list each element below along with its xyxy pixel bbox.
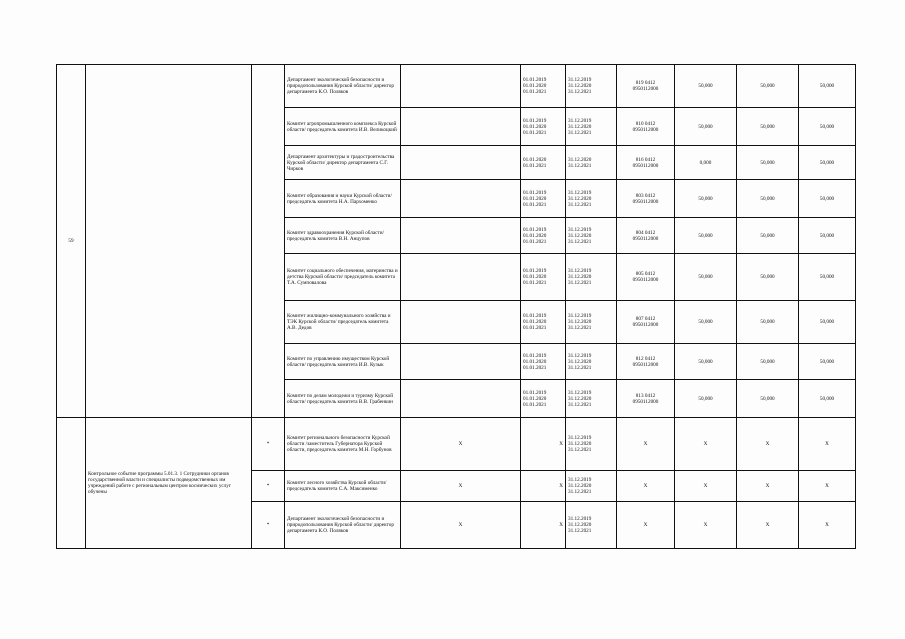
blank-cell [401,146,521,180]
end-date: 31.12.2021 [568,489,592,495]
amount-value: 50,000 [698,319,713,325]
x-cell [401,471,521,502]
amount-value: 50,000 [760,358,775,365]
end-date: 31.12.2020 [568,358,592,365]
description-cell [86,65,252,418]
end-date: 31.12.2019 [568,435,592,441]
budget-code: 812 0412 [635,355,656,362]
amount-value: 50,000 [698,195,713,202]
budget-code: 816 0412 [635,156,656,163]
x-cell [675,502,737,549]
amount-cell [799,146,856,180]
start-date: 01.01.2020 [523,195,547,202]
budget-code-cell [617,146,675,180]
end-date: 31.12.2020 [568,319,592,325]
mark-cell [252,418,285,471]
start-date: 01.01.2019 [523,313,547,319]
start-date: 01.01.2020 [523,156,547,163]
start-date: 01.01.2021 [523,401,547,408]
table-row [57,418,856,471]
amount-cell [675,218,737,254]
executor-cell [285,471,401,502]
executor-cell [285,301,401,344]
end-date: 31.12.2020 [568,441,592,447]
start-date: 01.01.2021 [523,238,547,245]
blank-cell [401,254,521,301]
x-cell [799,418,856,471]
amount-cell [799,344,856,380]
end-date-cell [566,218,617,254]
amount-cell [675,180,737,218]
mark-cell [252,502,285,549]
amount-value: 50,000 [819,123,835,130]
start-date-cell [521,254,566,301]
end-date: 31.12.2019 [568,313,592,319]
executor-cell [285,108,401,146]
budget-code: 0950112000 [632,361,659,368]
x-mark: X [458,441,463,447]
start-date: 01.01.2021 [523,280,547,286]
end-date: 31.12.2021 [568,89,592,95]
budget-code-cell [617,380,675,418]
x-cell [799,471,856,502]
x-cell [401,502,521,549]
start-date: 01.01.2020 [523,123,547,130]
start-date: 01.01.2020 [523,232,547,239]
start-date-cell [521,344,566,380]
budget-code: 813 0412 [635,392,656,399]
mark-symbol: * [266,522,270,528]
amount-cell [675,108,737,146]
end-date-cell [566,146,617,180]
end-date: 31.12.2021 [568,280,592,286]
x-mark: X [643,522,648,528]
amount-cell [799,218,856,254]
x-cell [617,471,675,502]
start-date-cell [521,218,566,254]
executor-cell [285,380,401,418]
amount-cell [737,380,799,418]
x-cell [675,471,737,502]
amount-value: 0,000 [699,159,712,166]
table-body [57,65,856,549]
blank-cell [401,180,521,218]
amount-value: 50,000 [819,83,835,89]
amount-value: 50,000 [819,195,835,202]
amount-value: 50,000 [819,274,835,280]
budget-code: 0950112000 [632,398,659,405]
amount-cell [675,65,737,108]
end-date-cell [566,65,617,108]
end-date: 31.12.2020 [568,483,592,489]
x-cell [521,471,566,502]
mark-cell [252,471,285,502]
end-date: 31.12.2021 [568,447,592,453]
end-date-cell [566,180,617,218]
x-mark: X [559,522,563,528]
x-mark: X [703,522,708,528]
x-mark: X [765,522,770,528]
executor-text: Комитет образования и науки Курской области/ председатель комитета Н.А. Пархоменко [287,192,392,205]
end-date: 31.12.2019 [568,117,592,124]
x-cell [521,418,566,471]
amount-value: 50,000 [760,195,775,202]
budget-code: 804 0412 [635,229,656,236]
amount-value: 50,000 [698,358,713,365]
start-date-cell [521,108,566,146]
x-mark: X [825,522,829,528]
amount-value: 50,000 [698,232,713,239]
x-mark: X [559,483,563,489]
x-mark: X [825,441,829,447]
end-date: 31.12.2019 [568,389,592,396]
end-date: 31.12.2020 [568,156,592,163]
executor-text: Комитет здравоохранения Курской области/ председатель комитета В.Н. Анцупов [287,229,384,242]
amount-cell [737,146,799,180]
blank-cell [401,218,521,254]
end-date: 31.12.2021 [568,401,592,408]
end-date: 31.12.2021 [568,364,592,371]
start-date: 01.01.2019 [523,226,547,233]
end-date: 31.12.2020 [568,274,592,280]
amount-cell [799,108,856,146]
amount-cell [737,254,799,301]
end-date: 31.12.2020 [568,195,592,202]
amount-value: 50,000 [760,232,775,239]
executor-text: Комитет по делам молодежи и туризму Курской области/ председатель комитета В.В. Грабенкин [287,392,393,405]
budget-code: 0950112000 [632,198,659,205]
budget-code-cell [617,180,675,218]
executor-cell [285,180,401,218]
start-date: 01.01.2020 [523,83,547,89]
start-date: 01.01.2021 [523,89,547,95]
amount-value: 50,000 [819,358,835,365]
x-cell [675,418,737,471]
budget-code-cell [617,344,675,380]
amount-cell [675,254,737,301]
blank-cell [401,301,521,344]
amount-cell [737,108,799,146]
budget-code-cell [617,108,675,146]
end-date: 31.12.2021 [568,129,592,136]
executor-text: Комитет агропромышленного комплекса Курской области/ председатель комитета И.В. Великоцкий [287,120,397,133]
end-date: 31.12.2019 [568,189,592,196]
budget-code-cell [617,254,675,301]
row-number-cell [57,418,86,549]
executor-text: Комитет жилищно-коммунального хозяйства и ТЭК Курской области/ председатель комитета А.В. Дедов [287,313,391,331]
amount-cell [799,254,856,301]
blank-cell [401,344,521,380]
start-date: 01.01.2021 [523,364,547,371]
executor-cell [285,146,401,180]
amount-cell [675,380,737,418]
mark-symbol: * [266,441,270,447]
start-date: 01.01.2019 [523,352,547,359]
executor-cell [285,65,401,108]
start-date: 01.01.2020 [523,274,547,280]
end-date: 31.12.2020 [568,522,592,528]
end-date: 31.12.2019 [568,477,592,483]
start-date: 01.01.2019 [523,117,547,124]
row-number: 59 [68,238,74,244]
end-date: 31.12.2021 [568,201,592,208]
start-date-cell [521,301,566,344]
end-date: 31.12.2021 [568,238,592,245]
blank-cell [401,380,521,418]
end-date-cell [566,301,617,344]
x-cell [737,418,799,471]
start-date-cell [521,146,566,180]
budget-code: 805 0412 [635,271,656,277]
amount-value: 50,000 [819,319,835,325]
budget-code: 0950112000 [632,322,659,328]
executor-cell [285,254,401,301]
end-date: 31.12.2020 [568,395,592,402]
amount-value: 50,000 [698,274,713,280]
executor-text: Департамент экологической безопасности и природопользования Курской области/ директор департамента К.О. Поляков [287,516,394,534]
end-date: 31.12.2020 [568,83,592,89]
end-date-cell [566,471,617,502]
budget-code: 819 0412 [635,80,656,86]
executor-cell [285,502,401,549]
x-cell [617,418,675,471]
amount-value: 50,000 [760,123,775,130]
start-date: 01.01.2019 [523,389,547,396]
executor-text: Комитет по управлению имуществом Курской области/ председатель комитета И.В. Кузык [287,355,390,368]
amount-cell [675,301,737,344]
amount-value: 50,000 [819,232,835,239]
x-mark: X [458,522,463,528]
mark-cell [252,65,285,418]
amount-value: 50,000 [819,395,835,402]
start-date-cell [521,65,566,108]
amount-cell [737,180,799,218]
start-date: 01.01.2019 [523,189,547,196]
x-mark: X [703,483,708,489]
end-date: 31.12.2021 [568,528,592,534]
executor-text: Комитет социального обеспечения, материнства и детства Курской области/ председатель комитета Т.А. Сумповалова [287,268,398,286]
executor-text: Комитет лесного хозяйства Курской области/председатель комитета С.А. Максименко [287,480,387,492]
x-mark: X [643,441,648,447]
x-mark: X [458,483,463,489]
end-date: 31.12.2019 [568,77,592,83]
executor-text: Департамент экологической безопасности и природопользования Курской области/ директор департамента К.О. Поляков [287,77,394,95]
end-date-cell [566,344,617,380]
amount-cell [675,344,737,380]
budget-code: 0950112000 [632,126,659,133]
executor-cell [285,344,401,380]
amount-value: 50,000 [760,274,775,280]
start-date: 01.01.2021 [523,129,547,136]
blank-cell [401,108,521,146]
end-date: 31.12.2019 [568,226,592,233]
budget-code: 803 0412 [635,192,656,199]
budget-code: 0950112000 [632,86,659,92]
start-date: 01.01.2021 [523,201,547,208]
end-date: 31.12.2019 [568,516,592,522]
blank-cell [401,65,521,108]
amount-cell [799,301,856,344]
start-date: 01.01.2020 [523,395,547,402]
amount-cell [737,65,799,108]
x-cell [799,502,856,549]
x-mark: X [643,483,648,489]
row-number-cell [57,65,86,418]
budget-code: 0950112000 [632,162,659,169]
budget-code: 807 0412 [635,316,656,322]
start-date: 01.01.2020 [523,319,547,325]
amount-cell [799,380,856,418]
budget-code-cell [617,218,675,254]
end-date: 31.12.2020 [568,232,592,239]
end-date: 31.12.2019 [568,268,592,274]
executor-text: Комитет регионального безопасности Курской области /заместитель Губернатора Курской области, председатель комитета М.Н. Горбунов [287,435,392,453]
x-mark: X [559,441,563,447]
start-date: 01.01.2019 [523,268,547,274]
end-date: 31.12.2021 [568,325,592,331]
amount-cell [675,146,737,180]
x-cell [737,471,799,502]
amount-cell [737,344,799,380]
budget-code-cell [617,65,675,108]
end-date-cell [566,502,617,549]
x-cell [521,502,566,549]
executor-cell [285,218,401,254]
x-mark: X [765,441,770,447]
end-date: 31.12.2019 [568,352,592,359]
amount-value: 50,000 [760,319,775,325]
end-date-cell [566,108,617,146]
amount-cell [799,180,856,218]
table-row [57,65,856,108]
end-date-cell [566,254,617,301]
amount-cell [737,218,799,254]
x-cell [617,502,675,549]
x-mark: X [703,441,708,447]
x-cell [737,502,799,549]
amount-value: 50,000 [760,159,775,166]
start-date: 01.01.2021 [523,162,547,169]
end-date-cell [566,380,617,418]
description-cell [86,418,252,549]
budget-code: 0950112000 [632,277,659,283]
amount-value: 50,000 [698,123,713,130]
end-date: 31.12.2021 [568,162,592,169]
amount-value: 50,000 [760,395,775,402]
amount-cell [799,65,856,108]
control-event-description: Контрольное событие программы 5.01.3. 1 Сотрудники органов государственной власти и специалисты подведомственных им учреждений работе с региональным центром космических услуг обучены [88,471,232,495]
amount-value: 50,000 [698,395,713,402]
end-date: 31.12.2020 [568,123,592,130]
amount-cell [737,301,799,344]
start-date-cell [521,380,566,418]
mark-symbol: * [266,483,270,489]
budget-code: 810 0412 [635,120,656,127]
executor-text: Департамент архитектуры и градостроительства Курской области/ директор департамента С.Г. Чирков [287,153,395,172]
budget-code-cell [617,301,675,344]
start-date: 01.01.2020 [523,358,547,365]
start-date-cell [521,180,566,218]
executor-cell [285,418,401,471]
start-date: 01.01.2021 [523,325,547,331]
x-mark: X [765,483,770,489]
start-date: 01.01.2019 [523,77,547,83]
x-mark: X [825,483,829,489]
amount-value: 50,000 [819,159,835,166]
end-date-cell [566,418,617,471]
amount-value: 50,000 [760,83,775,89]
budget-code: 0950112000 [632,235,659,242]
x-cell [401,418,521,471]
amount-value: 50,000 [698,83,713,89]
program-table [56,64,856,549]
